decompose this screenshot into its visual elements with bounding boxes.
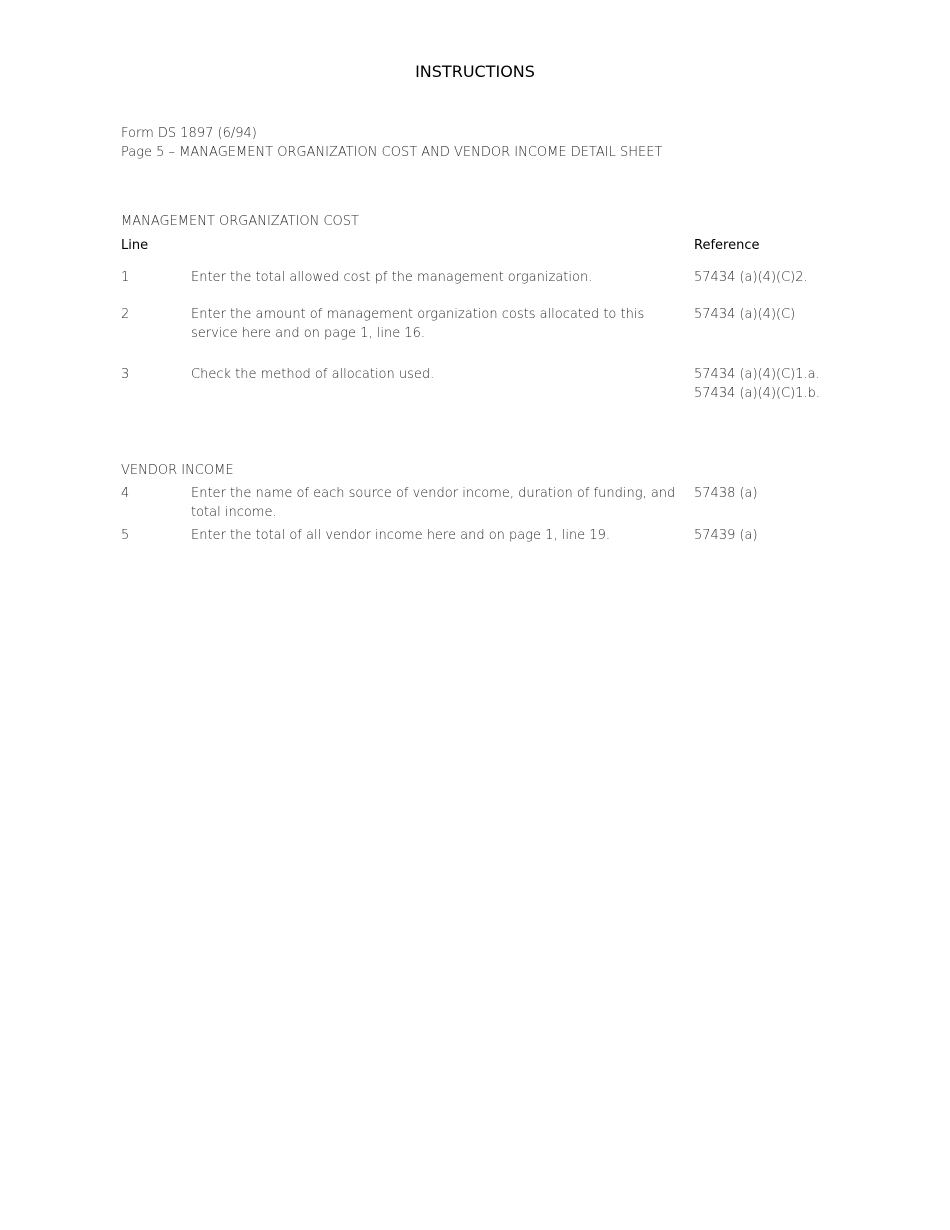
- line-reference: [694, 268, 844, 287]
- section-heading-management-cost: MANAGEMENT ORGANIZATION COST: [121, 214, 359, 229]
- column-header-reference: Reference: [694, 238, 760, 253]
- reference-code: 57434 (a)(4)(C)1.b.: [694, 386, 821, 401]
- reference-code: 57434 (a)(4)(C)2.: [694, 270, 808, 285]
- line-description: Enter the amount of management organization costs allocated to this service here and on page 1, line 16.: [191, 307, 645, 341]
- line-reference: [694, 484, 844, 503]
- line-description: Enter the name of each source of vendor income, duration of funding, and total income.: [191, 486, 676, 520]
- column-header-line: Line: [121, 238, 149, 253]
- line-description: Enter the total of all vendor income here and on page 1, line 19.: [191, 528, 610, 543]
- line-reference: [694, 365, 844, 403]
- line-number: 1: [121, 270, 130, 285]
- reference-code: 57434 (a)(4)(C)1.a.: [694, 367, 820, 382]
- line-description: Enter the total allowed cost pf the management organization.: [191, 270, 593, 285]
- section-heading-vendor-income: VENDOR INCOME: [121, 463, 234, 478]
- line-number: 5: [121, 528, 130, 543]
- reference-code: 57438 (a): [694, 486, 758, 501]
- line-number: 3: [121, 367, 130, 382]
- reference-code: 57434 (a)(4)(C): [694, 307, 796, 322]
- form-identification: [121, 124, 662, 162]
- reference-code: 57439 (a): [694, 528, 758, 543]
- form-number: Form DS 1897 (6/94): [121, 126, 257, 141]
- line-description: Check the method of allocation used.: [191, 367, 435, 382]
- line-number: 4: [121, 486, 130, 501]
- form-page-description: Page 5 – MANAGEMENT ORGANIZATION COST AND VENDOR INCOME DETAIL SHEET: [121, 145, 663, 160]
- line-reference: [694, 305, 844, 324]
- line-number: 2: [121, 307, 130, 322]
- line-reference: [694, 526, 844, 545]
- page-title: INSTRUCTIONS: [415, 62, 535, 81]
